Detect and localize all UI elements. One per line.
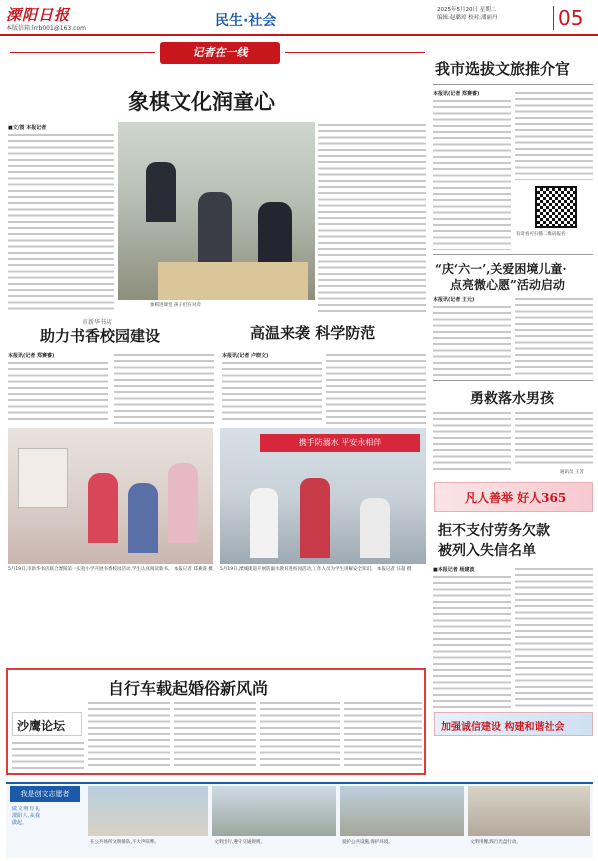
bottom-caption-4: 文明用餐,践行光盘行动。 [470,840,521,845]
chess-byline: ■文/图 本报记者 [8,125,47,131]
email[interactable]: 本版信箱:lrrb001@163.com [6,25,86,32]
wage-title-2: 被列入失信名单 [438,543,536,559]
rescue-body-col1 [433,410,511,474]
bottom-photo-2 [212,786,336,836]
chess-photo [118,122,315,300]
bicycle-body-col2 [174,700,256,770]
wage-body-col1 [433,574,511,708]
banner-rule-right [285,52,425,53]
photo2-caption-text: 5月19日,溧城街道开展防溺水教育进校园活动,工作人员为学生讲解安全知识。 [220,567,376,572]
issue-weekday: 星期二 [479,7,497,13]
rescue-title: 勇救落水男孩 [470,391,554,407]
chess-body-col1 [8,132,114,310]
credit-ad-text: 加强诚信建设 构建和谐社会 [441,722,565,733]
children-title-1: “庆‘六一’,关爱困境儿童· [435,262,567,276]
science-body-col2 [326,352,426,424]
children-title-2: 点亮微心愿”活动启动 [450,278,565,292]
issue-editor: 编辑:赵璐琼 [437,15,467,21]
signup-qr-code[interactable] [535,186,577,228]
issue-date: 2025年5月20日 [437,7,478,13]
photo2-credit: 本报记者 汪超 摄 [376,567,412,572]
section-title: 民生·社会 [215,13,277,29]
page-number: 05 [553,6,583,30]
library-body-col2 [114,352,214,424]
library-photo [8,428,213,564]
library-kicker: 市新华书店 [82,319,113,326]
volunteer-ad-title: 我是创文志愿者 [10,786,80,802]
recommend-byline: 本报讯(记者 郑赛睿) [433,91,480,97]
children-body-col1 [433,304,511,376]
credit-ad [434,712,593,736]
masthead: 溧阳日报 [6,6,71,24]
wage-title-1: 拒不支付劳务欠款 [438,523,550,539]
wage-byline: ■本报记者 杨建波 [433,567,475,573]
bottom-photo-3 [340,786,464,836]
photo2-caption [220,567,426,573]
chess-caption: 象棋进课堂 孩子们在对弈 [150,303,201,308]
bicycle-body-col4 [344,700,422,770]
bicycle-body-col0 [12,740,84,770]
drowning-photo [220,428,426,564]
rescue-body-col2 [515,410,593,468]
right-rule-2 [433,254,593,255]
bottom-caption-2: 文明出行,遵守交通规则。 [214,840,265,845]
children-body-col2 [515,296,593,376]
photo1-caption-text: 5月19日,市新华书店联合溧阳第一实验小学开展书香校园活动,学生认真阅读新书。 [8,567,173,572]
science-body-col1 [222,360,322,424]
photo1-caption [8,567,213,573]
recommend-body-col2 [515,90,593,180]
bottom-photo-1 [88,786,208,836]
children-byline: 本报讯(记者 王元) [433,297,475,303]
library-title: 助力书香校园建设 [40,327,161,345]
bicycle-body-col1 [88,700,170,770]
bicycle-body-col3 [260,700,340,770]
chess-body-col2 [318,122,426,312]
library-body-col1 [8,360,108,424]
reporter-banner: 记者在一线 [160,42,280,64]
bottom-caption-1: 在公共场所文明排队,不大声喧哗。 [90,840,159,845]
issue-proof: 校对:潘丽丹 [468,15,498,21]
bottom-caption-3: 爱护公共设施,保护环境。 [342,840,393,845]
good-deeds-ad [434,482,593,512]
wage-body-col2 [515,566,593,708]
good-deeds-ad-text: 凡人善举 好人365 [465,491,567,505]
science-title: 高温来袭 科学防范 [250,324,376,342]
recommend-title: 我市选拔文旅推介官 [435,60,571,78]
photo1-credit: 本报记者 郑赛睿 摄 [173,567,213,572]
volunteer-ad-text: 做文明有礼溧阳人,从我做起。 [12,806,40,826]
recommend-body-col1 [433,98,511,250]
right-rule-3 [433,380,593,381]
issue-meta [437,6,497,22]
rescue-credit: 通讯员 王芳 [560,470,584,475]
column-badge [12,712,82,736]
library-byline: 本报讯(记者 郑赛睿) [8,353,55,359]
science-byline: 本报讯(记者 卢晓文) [222,353,269,359]
chess-title: 象棋文化润童心 [128,89,275,114]
column-name: 沙鹰论坛 [17,719,66,733]
bottom-photo-4 [468,786,590,836]
qr-label: 有奇看可扫描二维码报名 [516,232,566,237]
safety-sign: 携手防溺水 平安永相伴 [260,434,420,452]
page-header [0,0,598,36]
right-rule-1 [433,84,593,85]
bicycle-title: 自行车载起婚俗新风尚 [108,679,269,698]
banner-rule-left [10,52,155,53]
